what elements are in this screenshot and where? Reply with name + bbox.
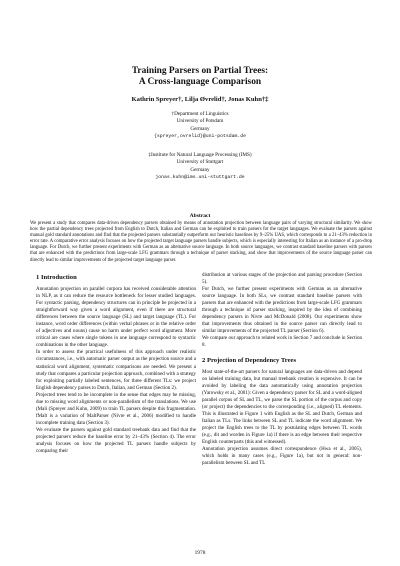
body-paragraph: We compare our approach to related work in Section 7 and conclude in Section 8. xyxy=(202,335,362,349)
body-paragraph: Annotation projection assumes direct correspondence (Hwa et al., 2005), which holds in many cases (e.g., Figure 1a), but not in general: non-parallelism between SL and TL xyxy=(202,446,362,467)
body-paragraph: Annotation projection on parallel corpora has received considerable attention in NLP, as it can reduce the resource bottleneck for lesser studied languages. For syntactic parsing, dependency structures can in principle be projected in a straightforward way given a word alignment, even if there are structural differences between the source language (SL) and target language (TL). For instance, word order differences (within verbal phrases or in the relative order of adjectives and nouns) cause no harm under perfect word alignment. More critical are cases where single tokens in one language correspond to syntactic combinations in the other language. xyxy=(36,286,196,349)
abstract-heading: Abstract xyxy=(189,213,211,219)
affiliation-name: †Department of Linguistics xyxy=(171,111,229,117)
affiliation-email: jonas.kuhn@ims.uni-stuttgart.de xyxy=(155,175,245,181)
body-paragraph: distribution at various stages of the projection and parsing procedure (Section 5). xyxy=(202,272,362,286)
affiliation-potsdam xyxy=(0,111,400,141)
page-number: 1978 xyxy=(194,550,206,556)
affiliation-country: Germany xyxy=(190,166,210,173)
title-line-2: A Cross-language Comparison xyxy=(138,77,262,87)
left-column xyxy=(36,272,196,455)
affiliation-org: University of Stuttgart xyxy=(176,159,224,166)
body-paragraph: We evaluate the parsers against gold standard treebank data and find that the projected parsers reduce the baseline error by 21–43% (Section 4). The error analysis focuses on how the projected TL parsers handle subjects by comparing their xyxy=(36,426,196,455)
section-heading-introduction: 1 Introduction xyxy=(36,274,77,281)
author-list: Kathrin Spreyer†, Lilja Øvrelid†, Jonas Kuhn†‡ xyxy=(131,96,269,103)
affiliation-email: {spreyer,ovrelid}@uni-potsdam.de xyxy=(153,134,247,140)
affiliation-country: Germany xyxy=(190,125,210,132)
body-paragraph: Projected trees tend to be incomplete in the sense that edges may be missing, due to missing word alignments or non-parallelism of the translations. We use (Mali (Spreyer and Kuhn, 2009) to train TL parsers despite this fragmentation. fMalt is a variation of MaltParser (Nivre et al., 2006) modified to handle incomplete training data (Section 3). xyxy=(36,391,196,426)
affiliation-org: University of Potsdam xyxy=(176,118,224,125)
section-heading-projection: 2 Projection of Dependency Trees xyxy=(202,356,297,364)
affiliation-stuttgart xyxy=(0,152,400,182)
right-column xyxy=(202,272,362,467)
body-paragraph: For Dutch, we further present experiments with German as an alternative source language. In both SLs, we contrast standard baseline parsers with parsers that are enhanced with the predictions from large-scale LFG grammars through a technique of parser stacking, inspired by the idea of combining dependency parsers in Nivre and McDonald (2008). Our experiments show that improvements thus obtained in the source parser can directly lead to similar improvements of the projected TL parser (Section 6). xyxy=(202,286,362,335)
abstract-text: We present a study that compares data-driven dependency parsers obtained by means of annotation projection between language pairs of varying structural similarity. We show how the partial dependency trees projected from English to Dutch, Italian and German can be exploited to train parsers for the target languages. We evaluate the parsers against manual gold standard annotations and find that the projected parsers substantially outperform our heuristic baselines by 9–25% UAS, which corresponds to a 21–43% reduction in error rate. A comparative error analysis focuses on how the projected target language parsers handle subjects, which is especially interesting for Italian as an instance of a pro-drop language. For Dutch, we further present experiments with German as an alternative source language. In both source languages, we contrast standard baseline parsers with parsers that are enhanced with the predictions from large-scale LFG grammars through a technique of parser stacking, and show that improvements of the source language parser can directly lead to similar improvements of the projected target language parser. xyxy=(30,221,372,263)
affiliation-name: ‡Institute for Natural Language Processing (IMS) xyxy=(148,152,252,158)
title-line-1: Training Parsers on Partial Trees: xyxy=(131,66,269,76)
body-paragraph: Most state-of-the-art parsers for natural languages are data-driven and depend on labeled training data, but manual treebank creation is expensive. It can be avoided by labeling the data automatically using annotation projection (Yarowsky et al., 2001): Given a dependency parser for SL and a word-aligned parallel corpus of SL and TL, we parse the SL portion of the corpus and copy (or project) the dependencies to the corresponding (i.e., aligned) TL elements. This is illustrated in Figure 1 with English as the SL and Dutch, German and Italian as TLs. The links between SL and TL indicate the word alignment. We project the English trees to the TL by postulating edges between TL words (e.g., dit and worden in Figure 1a) if there is an edge between their respective English counterparts (this and witnessed). xyxy=(202,368,362,445)
paper-title xyxy=(0,66,400,88)
body-paragraph: In order to assess the practical usefulness of this approach under realistic circumstances, i.e., with automatic parser output as the projection source and a statistical word alignment, systematic comparisons are needed. We present a study that compares a particular projection approach, combined with a strategy for exploiting partially labeled sentences, for three different TLs: we project English dependency parses to Dutch, Italian, and German (Section 2). xyxy=(36,349,196,391)
